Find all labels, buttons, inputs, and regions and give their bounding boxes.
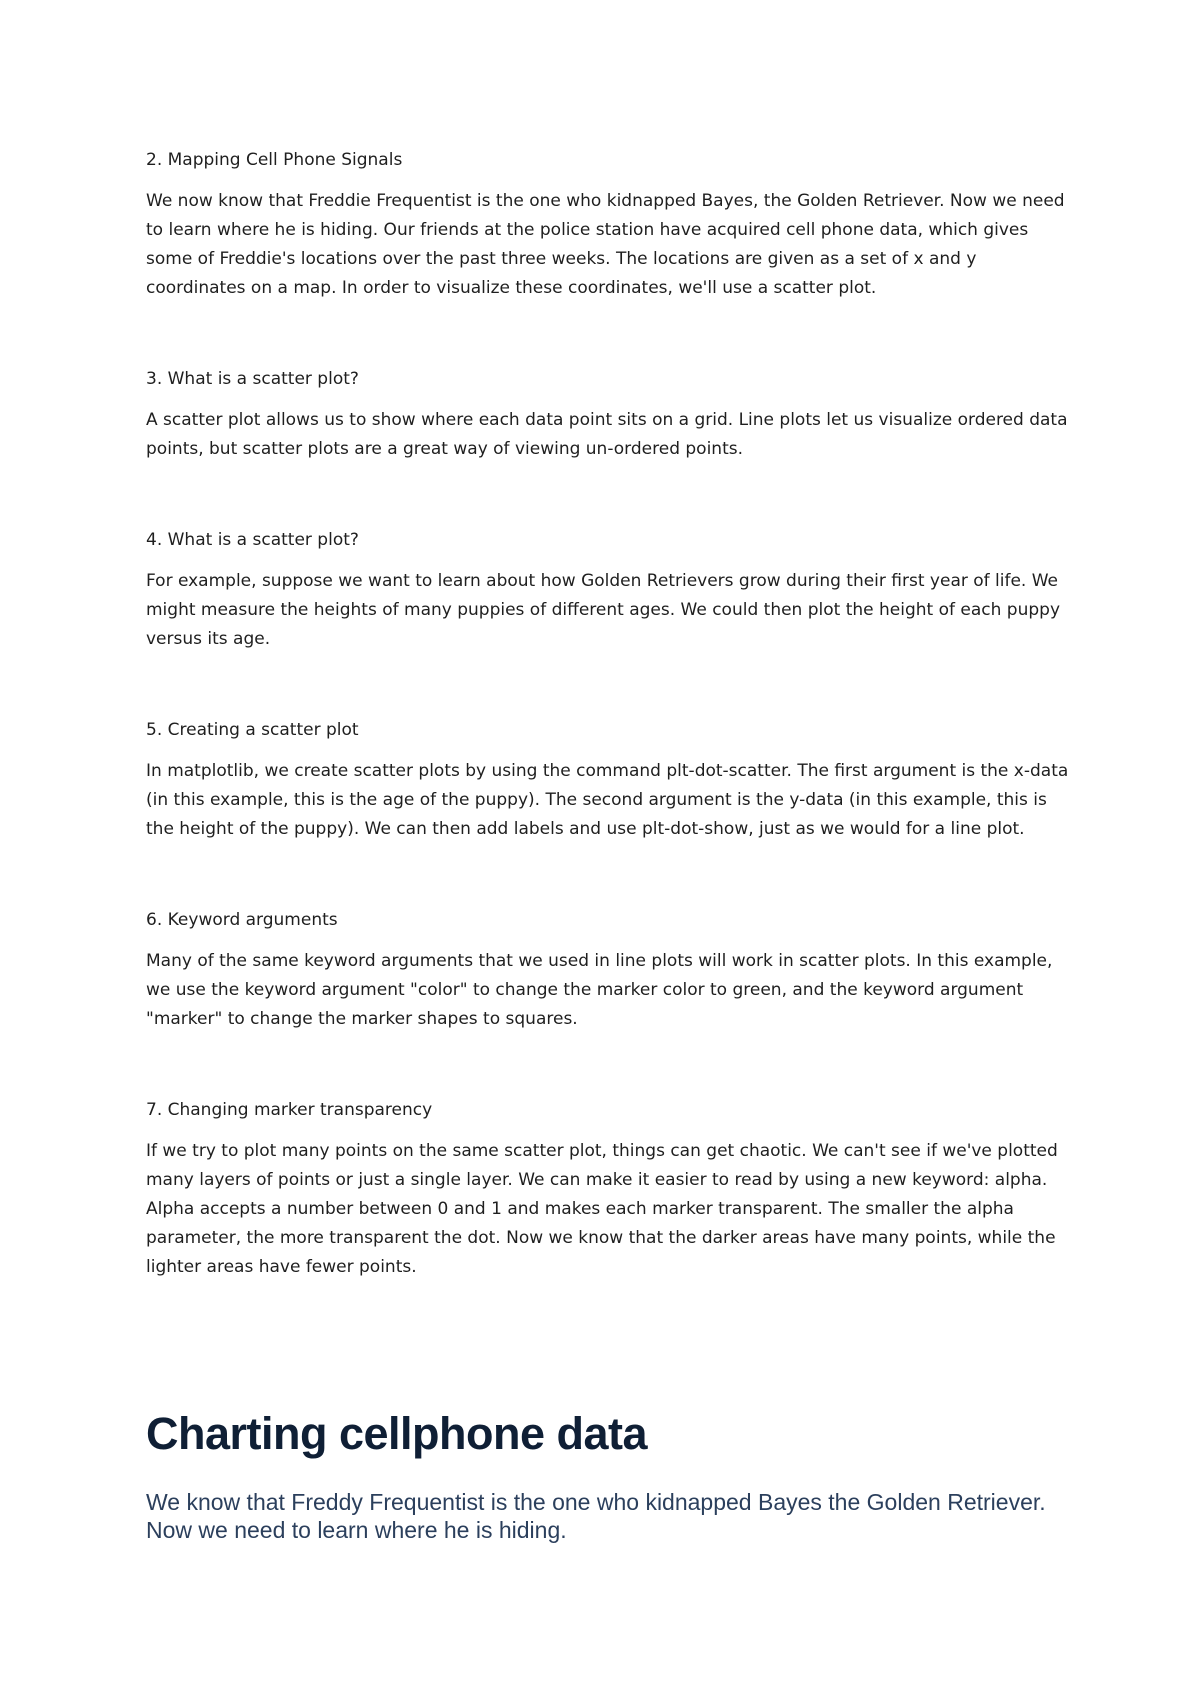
section-what-is-scatter-plot-1 (146, 365, 1076, 464)
section-body: Many of the same keyword arguments that we used in line plots will work in scatter plots. In this example, we use the keyword argument "color" to change the marker color to green, and the keyword argument "marker" to change the marker shapes to squares. (146, 951, 1053, 1029)
section-heading: 6. Keyword arguments (146, 910, 338, 930)
section-what-is-scatter-plot-2 (146, 526, 1076, 654)
section-keyword-arguments (146, 906, 1076, 1034)
section-body: If we try to plot many points on the same scatter plot, things can get chaotic. We can't see if we've plotted many layers of points or just a single layer. We can make it easier to read by using a new keyword: alpha. Alpha accepts a number between 0 and 1 and makes each marker transparent. The smaller the alpha parameter, the more transparent the dot. Now we know that the darker areas have many points, while the lighter areas have fewer points. (146, 1141, 1058, 1277)
section-creating-scatter-plot (146, 716, 1076, 844)
section-body: We now know that Freddie Frequentist is the one who kidnapped Bayes, the Golden Retriever. Now we need to learn where he is hiding. Our friends at the police station have acquired cell phone data, which gives some of Freddie's locations over the past three weeks. The locations are given as a set of x and y coordinates on a map. In order to visualize these coordinates, we'll use a scatter plot. (146, 191, 1065, 298)
section-body: In matplotlib, we create scatter plots by using the command plt-dot-scatter. The first argument is the x-data (in this example, this is the age of the puppy). The second argument is the y-data (in this example, this is the height of the puppy). We can then add labels and use plt-dot-show, just as we would for a line plot. (146, 761, 1069, 839)
section-body: For example, suppose we want to learn about how Golden Retrievers grow during their first year of life. We might measure the heights of many puppies of different ages. We could then plot the height of each puppy versus its age. (146, 571, 1061, 649)
section-mapping-cell-phone-signals (146, 146, 1076, 303)
section-heading: 4. What is a scatter plot? (146, 530, 359, 550)
section-heading: 3. What is a scatter plot? (146, 369, 359, 389)
section-changing-marker-transparency (146, 1096, 1076, 1282)
section-heading: 5. Creating a scatter plot (146, 720, 359, 740)
section-body: A scatter plot allows us to show where each data point sits on a grid. Line plots let us visualize ordered data points, but scatter plots are a great way of viewing un-ordered points. (146, 410, 1068, 459)
section-heading: 2. Mapping Cell Phone Signals (146, 150, 403, 170)
transcript-content (146, 146, 1076, 1282)
chapter-title: Charting cellphone data (146, 1408, 648, 1459)
chapter-intro: We know that Freddy Frequentist is the one who kidnapped Bayes the Golden Retriever. Now we need to learn where he is hiding. (146, 1489, 1046, 1543)
section-heading: 7. Changing marker transparency (146, 1100, 433, 1120)
